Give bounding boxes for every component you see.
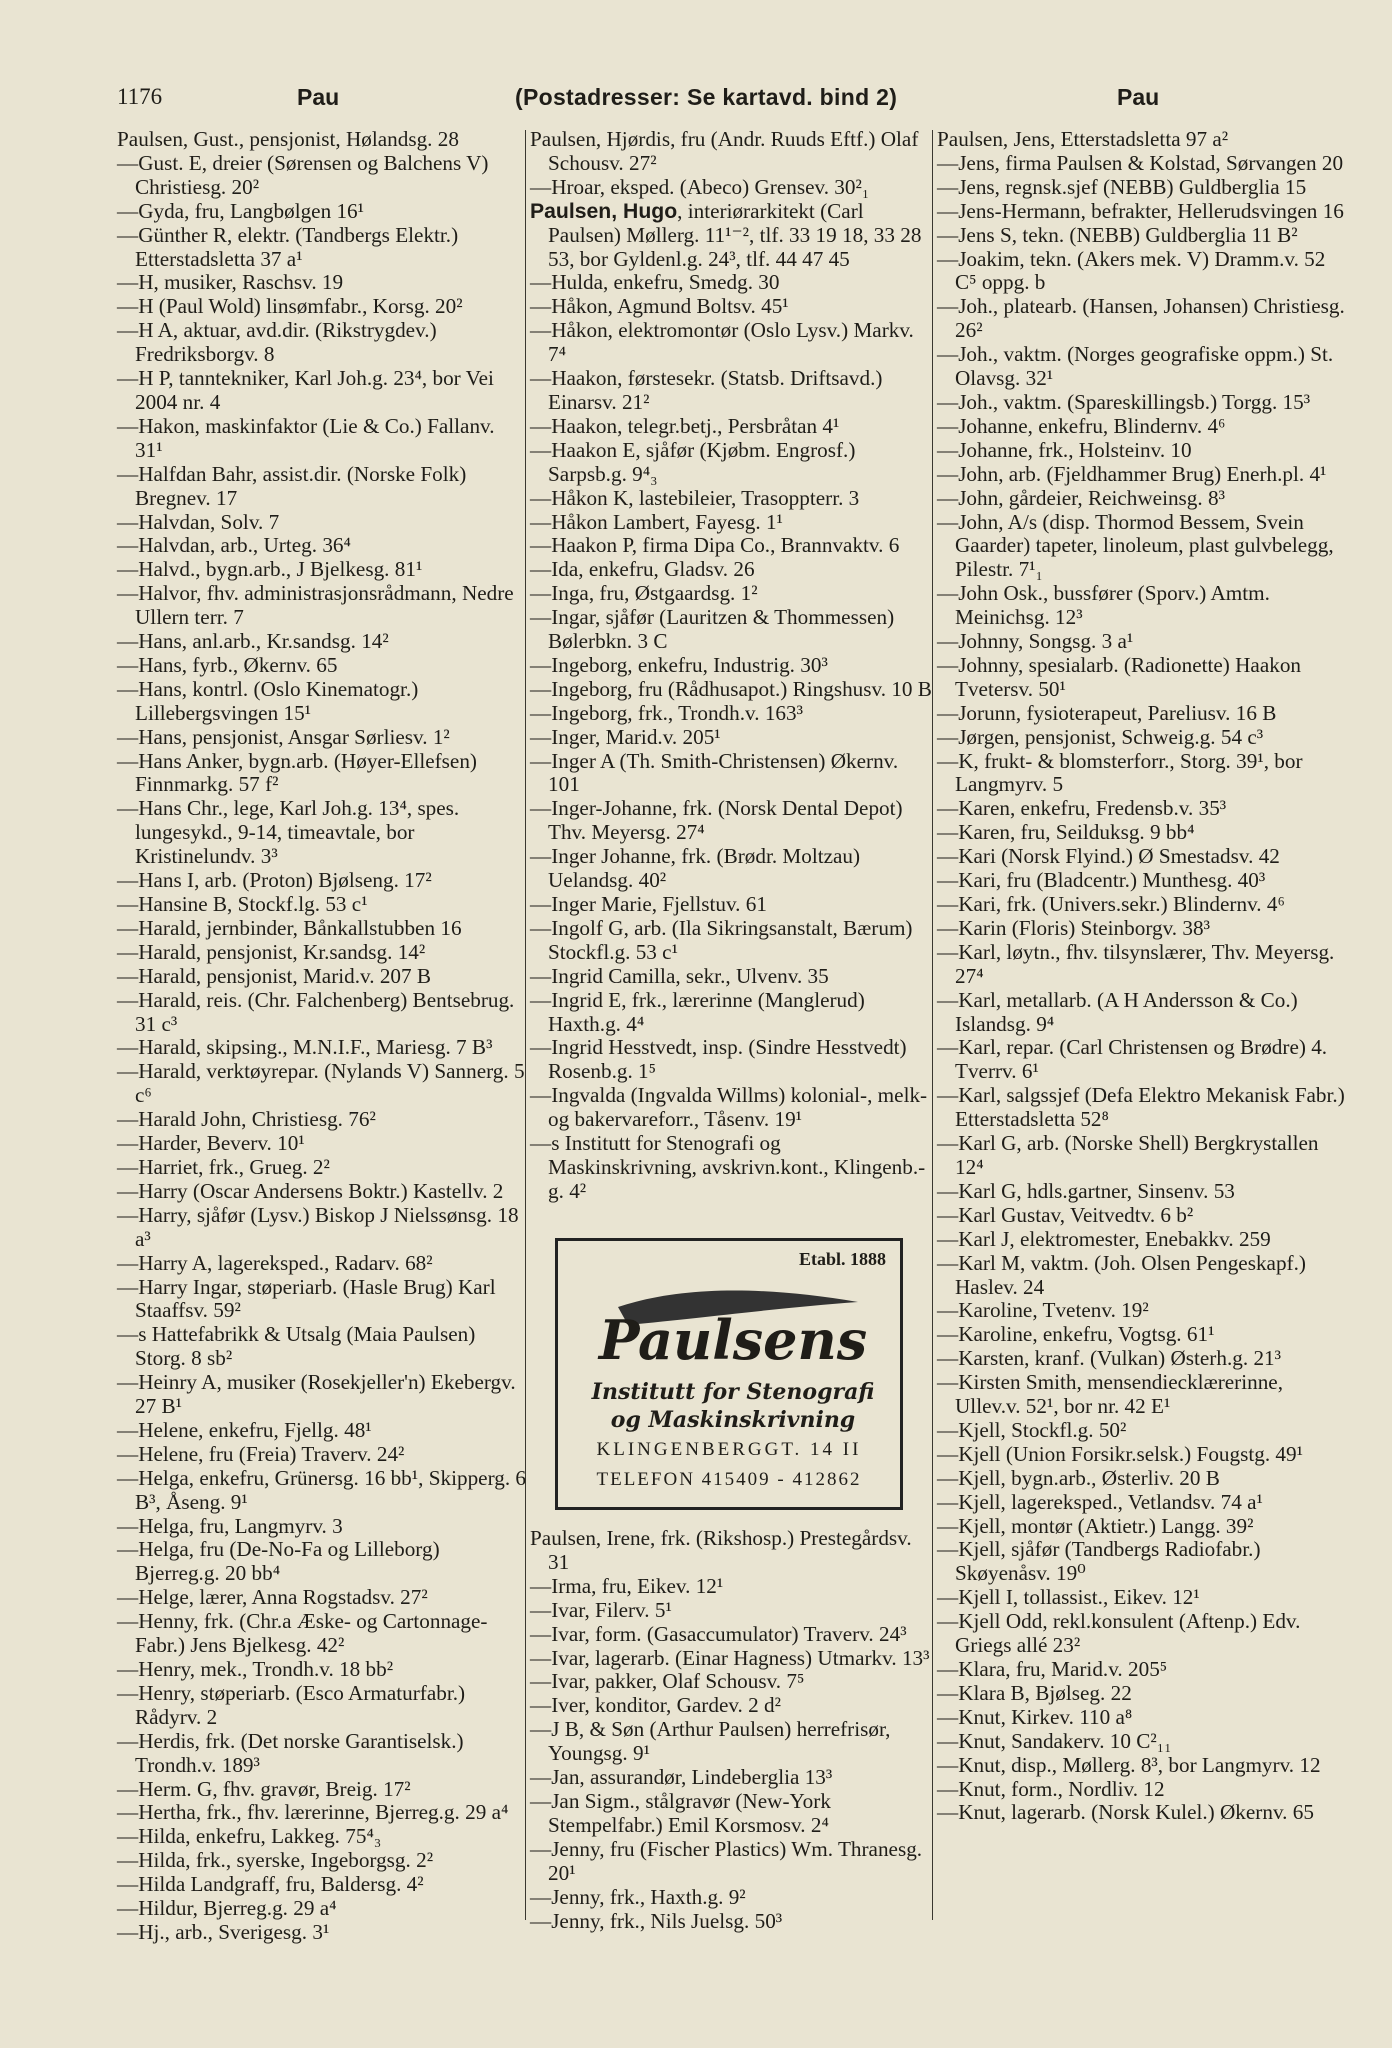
directory-entry: —Henny, frk. (Chr.a Æske- og Cartonnage-Fabr.) Jens Bjelkesg. 42² [117,1609,488,1658]
ad-established: Etabl. 1888 [798,1249,886,1269]
directory-entry: —Håkon, Agmund Boltsv. 45¹ [530,294,789,319]
directory-entry: —Joakim, tekn. (Akers mek. V) Dramm.v. 52 C⁵ oppg. b [937,246,1326,295]
directory-entry: —Harder, Beverv. 10¹ [117,1131,305,1156]
directory-entry: —Håkon, elektromontør (Oslo Lysv.) Markv. 7⁴ [530,318,914,367]
directory-entry: —Herdis, frk. (Det norske Garantiselsk.) Trondh.v. 189³ [117,1728,464,1777]
directory-entry: —Hilda Landgraff, fru, Baldersg. 4² [117,1872,424,1897]
directory-entry: —Johnny, spesialarb. (Radionette) Haakon Tvetersv. 50¹ [937,652,1302,701]
directory-entry: —Johanne, enkefru, Blindernv. 4⁶ [937,413,1226,438]
directory-entry: —Hans, kontrl. (Oslo Kinematogr.) Lillebergsvingen 15¹ [117,676,419,725]
directory-entry: —Ingolf G, arb. (Ila Sikringsanstalt, Bærum) Stockfl.g. 53 c¹ [530,915,913,964]
directory-entry: —Hj., arb., Sverigesg. 3¹ [117,1919,330,1944]
directory-entry: Paulsen, Jens, Etterstadsletta 97 a² [937,127,1229,151]
directory-entry: —Helga, fru, Langmyrv. 3 [117,1513,343,1538]
directory-entry: —Jorunn, fysioterapeut, Pareliusv. 16 B [937,700,1277,725]
directory-entry: —Haakon, telegr.betj., Persbråtan 4¹ [530,413,840,438]
directory-entry: —Halvdan, Solv. 7 [117,509,280,534]
column-1 [117,128,527,1945]
column-2-top [530,128,933,1204]
directory-entry: —Jenny, fru (Fischer Plastics) Wm. Thranesg. 20¹ [530,1836,923,1885]
directory-entry: —Ivar, pakker, Olaf Schousv. 7⁵ [530,1669,805,1694]
ad-telephone: TELEFON 415409 - 412862 [596,1469,862,1490]
directory-entry: Paulsen, Hjørdis, fru (Andr. Ruuds Eftf.) Olaf Schousv. 27² [530,127,919,175]
directory-entry: —Kjell I, tollassist., Eikev. 12¹ [937,1585,1200,1610]
directory-entry: —J B, & Søn (Arthur Paulsen) herrefrisør, Youngsg. 9¹ [530,1717,891,1766]
directory-entry: —Hans Anker, bygn.arb. (Høyer-Ellefsen) Finnmarkg. 57 f² [117,748,477,797]
directory-entry: —s Hattefabrikk & Utsalg (Maia Paulsen) Storg. 8 sb² [117,1322,476,1371]
directory-entry: —Helge, lærer, Anna Rogstadsv. 27² [117,1585,428,1610]
directory-entry: —Hans Chr., lege, Karl Joh.g. 13⁴, spes. lungesykd., 9-14, timeavtale, bor Kristinelundv. 3³ [117,796,460,869]
directory-entry: —Karl, metallarb. (A H Andersson & Co.) Islandsg. 9⁴ [937,987,1298,1036]
directory-entry: —Harald, jernbinder, Bånkallstubben 16 [117,915,462,940]
directory-entry: —Jan Sigm., stålgravør (New-York Stempelfabr.) Emil Korsmosv. 2⁴ [530,1788,831,1837]
directory-entry: —Haakon, førstesekr. (Statsb. Driftsavd.) Einarsv. 21² [530,366,883,414]
directory-entry: —Ingeborg, enkefru, Industrig. 30³ [530,652,828,677]
directory-entry: —Halvd., bygn.arb., J Bjelkesg. 81¹ [117,557,423,582]
directory-entry: —Knut, form., Nordliv. 12 [937,1776,1165,1801]
directory-entry: —John Osk., bussfører (Sporv.) Amtm. Meinichsg. 12³ [937,581,1270,630]
directory-entry: —Hans, anl.arb., Kr.sandsg. 14² [117,629,389,654]
directory-entry: —Johnny, Songsg. 3 a¹ [937,629,1134,654]
directory-entry: —Klara, fru, Marid.v. 205⁵ [937,1657,1168,1681]
directory-entry: —Klara B, Bjølseg. 22 [937,1680,1132,1705]
directory-entry: —Harald, pensjonist, Marid.v. 207 B [117,963,432,988]
directory-entry: —Ingeborg, frk., Trondh.v. 163³ [530,700,803,725]
directory-entry: —Knut, disp., Møllerg. 8³, bor Langmyrv. 12 [937,1752,1321,1777]
directory-entry: —Jenny, frk., Haxth.g. 9² [530,1884,746,1909]
directory-entry: —Hakon, maskinfaktor (Lie & Co.) Fallanv. 31¹ [117,413,495,462]
directory-entry: —Jens, regnsk.sjef (NEBB) Guldberglia 15 [937,174,1307,199]
ad-logo [588,1277,878,1437]
directory-entry: —Halfdan Bahr, assist.dir. (Norske Folk) Bregnev. 17 [117,461,467,510]
directory-entry: —Henry, støperiarb. (Esco Armaturfabr.) Rådyrv. 2 [117,1680,466,1729]
directory-entry: —John, gårdeier, Reichweinsg. 8³ [937,485,1225,510]
directory-entry: —Harry (Oscar Andersens Boktr.) Kastellv. 2 [117,1178,504,1203]
directory-entry: —Jens-Hermann, befrakter, Hellerudsvingen 16 [937,198,1344,223]
directory-entry: —Håkon K, lastebileier, Trasoppterr. 3 [530,485,860,510]
directory-entry: —Harald, skipsing., M.N.I.F., Mariesg. 7 B³ [117,1035,493,1060]
directory-entry: —Ivar, lagerarb. (Einar Hagness) Utmarkv. 13³ [530,1645,930,1670]
directory-entry: —Haakon P, firma Dipa Co., Brannvaktv. 6 [530,533,900,558]
directory-entry: —Haakon E, sjåfør (Kjøbm. Engrosf.) Sarpsb.g. 9⁴₃ [530,437,856,486]
directory-entry: —Karl G, arb. (Norske Shell) Bergkrystallen 12⁴ [937,1131,1319,1179]
directory-entry: —Ingvalda (Ingvalda Willms) kolonial-, melk- og bakervareforr., Tåsenv. 19¹ [530,1083,928,1132]
directory-entry: —Helene, fru (Freia) Traverv. 24² [117,1441,405,1466]
directory-entry: —Hans, pensjonist, Ansgar Sørliesv. 1² [117,724,450,749]
directory-entry: —Kjell, bygn.arb., Østerliv. 20 B [937,1465,1220,1490]
ad-logo-line2: og Maskinskrivning [610,1407,856,1433]
directory-entry: —Kjell, Stockfl.g. 50² [937,1417,1127,1442]
directory-entry: —Joh., platearb. (Hansen, Johansen) Christiesg. 26² [937,294,1345,343]
directory-entry: —Jens S, tekn. (NEBB) Guldberglia 11 B² [937,222,1298,247]
directory-entry: —Heinry A, musiker (Rosekjeller'n) Ekebergv. 27 B¹ [117,1370,516,1419]
directory-entry: —Iver, konditor, Gardev. 2 d² [530,1693,781,1718]
directory-entry: —Johanne, frk., Holsteinv. 10 [937,437,1192,462]
directory-entry: —Karl, repar. (Carl Christensen og Brødre) 4. Tverrv. 6¹ [937,1035,1328,1084]
directory-entry: —Kjell (Union Forsikr.selsk.) Fougstg. 49¹ [937,1441,1303,1466]
directory-entry: —Karl Gustav, Veitvedtv. 6 b² [937,1202,1194,1227]
directory-entry: —Karl J, elektromester, Enebakkv. 259 [937,1226,1271,1251]
directory-entry: —Helga, enkefru, Grünersg. 16 bb¹, Skipperg. 6 B³, Åseng. 9¹ [117,1465,527,1514]
directory-entry: —Inga, fru, Østgaardsg. 1² [530,581,758,606]
advertisement-box [555,1238,903,1510]
directory-entry: —Henry, mek., Trondh.v. 18 bb² [117,1657,394,1681]
directory-entry: —Ida, enkefru, Gladsv. 26 [530,557,755,582]
directory-entry: —Karl, løytn., fhv. tilsynslærer, Thv. Meyersg. 27⁴ [937,939,1335,988]
directory-entry: —Kirsten Smith, mensendiecklærerinne, Ullev.v. 52¹, bor nr. 42 E¹ [937,1370,1283,1419]
directory-entry: —Hulda, enkefru, Smedg. 30 [530,270,780,295]
directory-entry: —Helene, enkefru, Fjellg. 48¹ [117,1417,372,1442]
directory-entry: —Knut, Sandakerv. 10 C²₁₁ [937,1728,1172,1753]
directory-entry: Paulsen, Gust., pensjonist, Hølandsg. 28 [117,127,459,151]
directory-entry: —Hansine B, Stockf.lg. 53 c¹ [117,892,368,916]
directory-entry: —Harald, reis. (Chr. Falchenberg) Bentsebrug. 31 c³ [117,987,515,1036]
directory-entry: —Hilda, frk., syerske, Ingeborgsg. 2² [117,1848,434,1873]
directory-entry: —Hans, fyrb., Økernv. 65 [117,652,338,677]
directory-entry: Paulsen, Hugo, interiørarkitekt (Carl Paulsen) Møllerg. 11¹⁻², tlf. 33 19 18, 33 28 53, bor Gyldenl.g. 24³, tlf. 44 47 45 [530,198,922,271]
directory-entry: —Hildur, Bjerreg.g. 29 a⁴ [117,1896,337,1921]
directory-entry: —Kari, fru (Bladcentr.) Munthesg. 40³ [937,868,1266,893]
ad-address: KLINGENBERGGT. 14 II [596,1439,862,1460]
directory-entry: —H (Paul Wold) linsømfabr., Korsg. 20² [117,294,463,319]
directory-entry: —Ingrid E, frk., lærerinne (Manglerud) Haxth.g. 4⁴ [530,987,865,1036]
page-number: 1176 [117,84,163,109]
directory-entry: —Karoline, Tvetenv. 19² [937,1298,1149,1323]
directory-entry: —s Institutt for Stenografi og Maskinskrivning, avskrivn.kont., Klingenb.-g. 4² [530,1131,926,1203]
directory-entry: —Harald John, Christiesg. 76² [117,1107,376,1132]
directory-entry: —Gyda, fru, Langbølgen 16¹ [117,198,365,223]
header-left-keyword: Pau [297,84,340,110]
directory-entry: —Harriet, frk., Grueg. 2² [117,1154,330,1179]
directory-entry: Paulsen, Irene, frk. (Rikshosp.) Prestegårdsv. 31 [530,1526,912,1574]
directory-entry: —Günther R, elektr. (Tandbergs Elektr.) Etterstadsletta 37 a¹ [117,222,459,271]
directory-entry: —K, frukt- & blomsterforr., Storg. 39¹, bor Langmyrv. 5 [937,748,1303,797]
directory-entry: —Karoline, enkefru, Vogtsg. 61¹ [937,1322,1215,1347]
directory-entry: —Joh., vaktm. (Spareskillingsb.) Torgg. 15³ [937,389,1311,414]
directory-entry: —Kjell, lagereksped., Vetlandsv. 74 a¹ [937,1489,1263,1514]
directory-entry: —Inger-Johanne, frk. (Norsk Dental Depot) Thv. Meyersg. 27⁴ [530,796,903,845]
directory-entry: —Ingrid Hesstvedt, insp. (Sindre Hesstvedt) Rosenb.g. 1⁵ [530,1035,907,1084]
directory-entry: —Kjell, montør (Aktietr.) Langg. 39² [937,1513,1254,1538]
directory-entry: —Gust. E, dreier (Sørensen og Balchens V) Christiesg. 20² [117,150,489,199]
directory-entry: —Karl M, vaktm. (Joh. Olsen Pengeskapf.) Haslev. 24 [937,1250,1306,1299]
directory-entry: —Ivar, form. (Gasaccumulator) Traverv. 24³ [530,1621,907,1646]
directory-entry: —John, A/s (disp. Thormod Bessem, Svein Gaarder) tapeter, linoleum, plast gulvbelegg, Pilestr. 7¹₁ [937,509,1334,582]
directory-entry: —Inger Johanne, frk. (Brødr. Moltzau) Uelandsg. 40² [530,844,861,893]
column-2-bottom [530,1527,933,1933]
directory-entry: —Knut, Kirkev. 110 a⁸ [937,1704,1133,1729]
column-3 [937,128,1345,1825]
directory-entry: —Halvdan, arb., Urteg. 36⁴ [117,533,351,558]
directory-entry: —Karen, fru, Seilduksg. 9 bb⁴ [937,820,1195,845]
directory-entry: —Karin (Floris) Steinborgv. 38³ [937,915,1210,940]
directory-entry: —Jenny, frk., Nils Juelsg. 50³ [530,1908,783,1933]
directory-entry: —Kari (Norsk Flyind.) Ø Smestadsv. 42 [937,844,1280,869]
directory-entry: —Karen, enkefru, Fredensb.v. 35³ [937,796,1227,821]
directory-entry: —Knut, lagerarb. (Norsk Kulel.) Økernv. 65 [937,1800,1314,1825]
directory-entry: —Jørgen, pensjonist, Schweig.g. 54 c³ [937,724,1264,749]
directory-entry: —Ingeborg, fru (Rådhusapot.) Ringshusv. 10 B [530,676,932,701]
directory-entry: —John, arb. (Fjeldhammer Brug) Enerh.pl. 4¹ [937,461,1327,486]
directory-entry: —Hans I, arb. (Proton) Bjølseng. 17² [117,868,432,893]
directory-entry: —Hertha, frk., fhv. lærerinne, Bjerreg.g. 29 a⁴ [117,1800,509,1825]
directory-entry: —Harald, pensjonist, Kr.sandsg. 14² [117,939,426,964]
directory-entry: —Halvor, fhv. administrasjonsrådmann, Nedre Ullern terr. 7 [117,581,514,630]
directory-entry: —Harald, verktøyrepar. (Nylands V) Sannerg. 5 c⁶ [117,1059,525,1108]
directory-entry: —Kari, frk. (Univers.sekr.) Blindernv. 4⁶ [937,892,1285,916]
directory-entry: —Håkon Lambert, Fayesg. 1¹ [530,509,783,534]
directory-entry: —Ingar, sjåfør (Lauritzen & Thommessen) Bølerbkn. 3 C [530,605,895,654]
directory-entry: —Kjell, sjåfør (Tandbergs Radiofabr.) Skøyenåsv. 19⁰ [937,1537,1261,1586]
directory-entry: —Harry, sjåfør (Lysv.) Biskop J Nielssønsg. 18 a³ [117,1202,519,1251]
directory-entry: —Jan, assurandør, Lindeberglia 13³ [530,1765,833,1790]
directory-entry: —Harry A, lagereksped., Radarv. 68² [117,1250,433,1275]
directory-entry: —Karsten, kranf. (Vulkan) Østerh.g. 21³ [937,1346,1281,1371]
directory-entry: —Joh., vaktm. (Norges geografiske oppm.) St. Olavsg. 32¹ [937,342,1334,391]
directory-entry: —Harry Ingar, støperiarb. (Hasle Brug) Karl Staaffsv. 59² [117,1274,496,1323]
directory-entry: —Karl G, hdls.gartner, Sinsenv. 53 [937,1178,1235,1203]
directory-entry: —Inger, Marid.v. 205¹ [530,724,721,749]
directory-entry: —H A, aktuar, avd.dir. (Rikstrygdev.) Fredriksborgv. 8 [117,318,437,367]
directory-entry: —Inger Marie, Fjellstuv. 61 [530,892,767,916]
directory-entry: —Hroar, eksped. (Abeco) Grensev. 30²₁ [530,174,870,199]
directory-entry: —H P, tanntekniker, Karl Joh.g. 23⁴, bor Vei 2004 nr. 4 [117,366,494,414]
directory-entry: —H, musiker, Raschsv. 19 [117,270,344,295]
ad-logo-name: Paulsens [598,1308,868,1372]
directory-entry: —Helga, fru (De-No-Fa og Lilleborg) Bjerreg.g. 20 bb⁴ [117,1537,440,1586]
header-center-note: (Postadresser: Se kartavd. bind 2) [515,84,898,110]
directory-entry: —Herm. G, fhv. gravør, Breig. 17² [117,1776,411,1801]
directory-entry: —Irma, fru, Eikev. 12¹ [530,1573,724,1598]
header-right-keyword: Pau [1117,84,1160,110]
directory-entry: —Ivar, Filerv. 5¹ [530,1597,672,1622]
directory-entry: —Ingrid Camilla, sekr., Ulvenv. 35 [530,963,829,988]
directory-entry: —Jens, firma Paulsen & Kolstad, Sørvangen 20 [937,150,1344,175]
directory-entry: —Inger A (Th. Smith-Christensen) Økernv. 101 [530,748,899,797]
ad-logo-line1: Institutt for Stenografi [591,1379,875,1405]
page-header [117,84,1242,124]
directory-entry: —Hilda, enkefru, Lakkeg. 75⁴₃ [117,1824,382,1849]
directory-entry: —Kjell Odd, rekl.konsulent (Aftenp.) Edv. Griegs allé 23² [937,1609,1301,1658]
directory-entry: —Karl, salgssjef (Defa Elektro Mekanisk Fabr.) Etterstadsletta 52⁸ [937,1083,1345,1132]
